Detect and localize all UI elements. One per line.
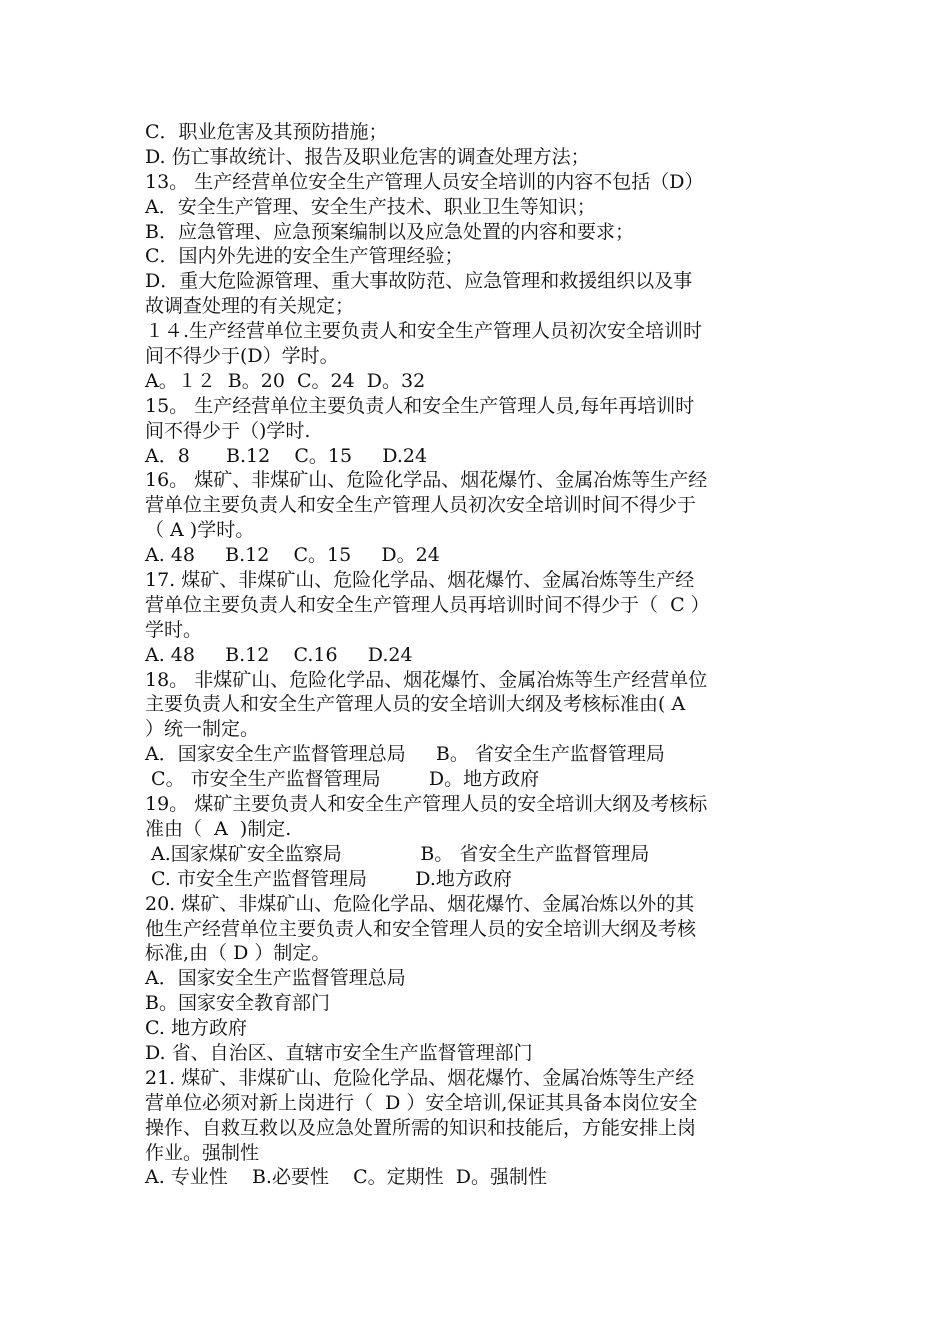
text-line: 故调查处理的有关规定； xyxy=(145,295,355,318)
text-line: 准由（ A )制定. xyxy=(145,817,292,840)
text-line: （ A )学时。 xyxy=(145,519,255,542)
text-line: 作业。强制性 xyxy=(145,1141,260,1164)
option-line: A．安全生产管理、安全生产技术、职业卫生等知识； xyxy=(145,195,596,218)
option-line: A．国家安全生产监督管理总局 B。 省安全生产监督管理局 xyxy=(145,743,665,766)
question-20-line: 20. 煤矿、非煤矿山、危险化学品、烟花爆竹、金属冶炼以外的其 xyxy=(145,892,695,915)
question-15-line: 15。 生产经营单位主要负责人和安全生产管理人员,每年再培训时 xyxy=(145,394,695,417)
option-line: D. 省、自治区、直辖市安全生产监督管理部门 xyxy=(145,1041,533,1064)
text-line: D. 伤亡事故统计、报告及职业危害的调查处理方法； xyxy=(145,145,590,168)
text-line: 营单位主要负责人和安全生产管理人员再培训时间不得少于（ C ） xyxy=(145,593,710,616)
option-line: D．重大危险源管理、重大事故防范、应急管理和救援组织以及事 xyxy=(145,270,693,293)
option-line: C。 市安全生产监督管理局 D。地方政府 xyxy=(145,768,540,791)
option-line: B。国家安全教育部门 xyxy=(145,992,330,1015)
option-line: A.国家煤矿安全监察局 B。 省安全生产监督管理局 xyxy=(145,842,650,865)
option-line: A．国家安全生产监督管理总局 xyxy=(145,967,406,990)
option-line: C. 地方政府 xyxy=(145,1017,247,1040)
question-16-line: 16。 煤矿、非煤矿山、危险化学品、烟花爆竹、金属冶炼等生产经 xyxy=(145,469,708,492)
question-21-line: 21. 煤矿、非煤矿山、危险化学品、烟花爆竹、金属冶炼等生产经 xyxy=(145,1066,695,1089)
option-line: A。１２ B。20 C。24 D。32 xyxy=(145,369,426,392)
text-line: 学时。 xyxy=(145,618,203,641)
text-line: 间不得少于（)学时. xyxy=(145,419,311,442)
option-line: C．国内外先进的安全生产管理经验； xyxy=(145,245,464,268)
question-19-line: 19。 煤矿主要负责人和安全生产管理人员的安全培训大纲及考核标 xyxy=(145,793,708,816)
question-18-line: 18。 非煤矿山、危险化学品、烟花爆竹、金属冶炼等生产经营单位 xyxy=(145,668,708,691)
option-line: A. 48 B.12 C.16 D.24 xyxy=(145,643,413,666)
option-line: B．应急管理、应急预案编制以及应急处置的内容和要求； xyxy=(145,220,634,243)
text-line: 间不得少于(D）学时。 xyxy=(145,345,339,368)
text-line: 标准,由（ D ）制定。 xyxy=(145,942,331,965)
text-line: C．职业危害及其预防措施； xyxy=(145,121,388,143)
text-line: 营单位主要负责人和安全生产管理人员初次安全培训时间不得少于 xyxy=(145,494,697,517)
question-17-line: 17. 煤矿、非煤矿山、危险化学品、烟花爆竹、金属冶炼等生产经 xyxy=(145,569,695,592)
text-line: 他生产经营单位主要负责人和安全管理人员的安全培训大纲及考核 xyxy=(145,917,697,940)
question-14-line: １４.生产经营单位主要负责人和安全生产管理人员初次安全培训时 xyxy=(145,320,703,343)
text-line: 主要负责人和安全生产管理人员的安全培训大纲及考核标准由( A xyxy=(145,693,686,716)
option-line: A. 48 B.12 C。15 D。24 xyxy=(145,544,440,567)
option-line: A. 专业性 B.必要性 C。定期性 D。强制性 xyxy=(145,1166,547,1189)
option-line: C. 市安全生产监督管理局 D.地方政府 xyxy=(145,867,512,890)
text-line: 操作、自救互救以及应急处置所需的知识和技能后，方能安排上岗 xyxy=(145,1116,697,1139)
question-13-line: 13。 生产经营单位安全生产管理人员安全培训的内容不包括（D） xyxy=(145,170,704,193)
text-line: ）统一制定。 xyxy=(145,718,260,741)
document-body xyxy=(145,120,815,1190)
option-line: A．8 B.12 C。15 D.24 xyxy=(145,444,428,467)
text-line: 营单位必须对新上岗进行（ D ）安全培训,保证其具备本岗位安全 xyxy=(145,1091,698,1114)
